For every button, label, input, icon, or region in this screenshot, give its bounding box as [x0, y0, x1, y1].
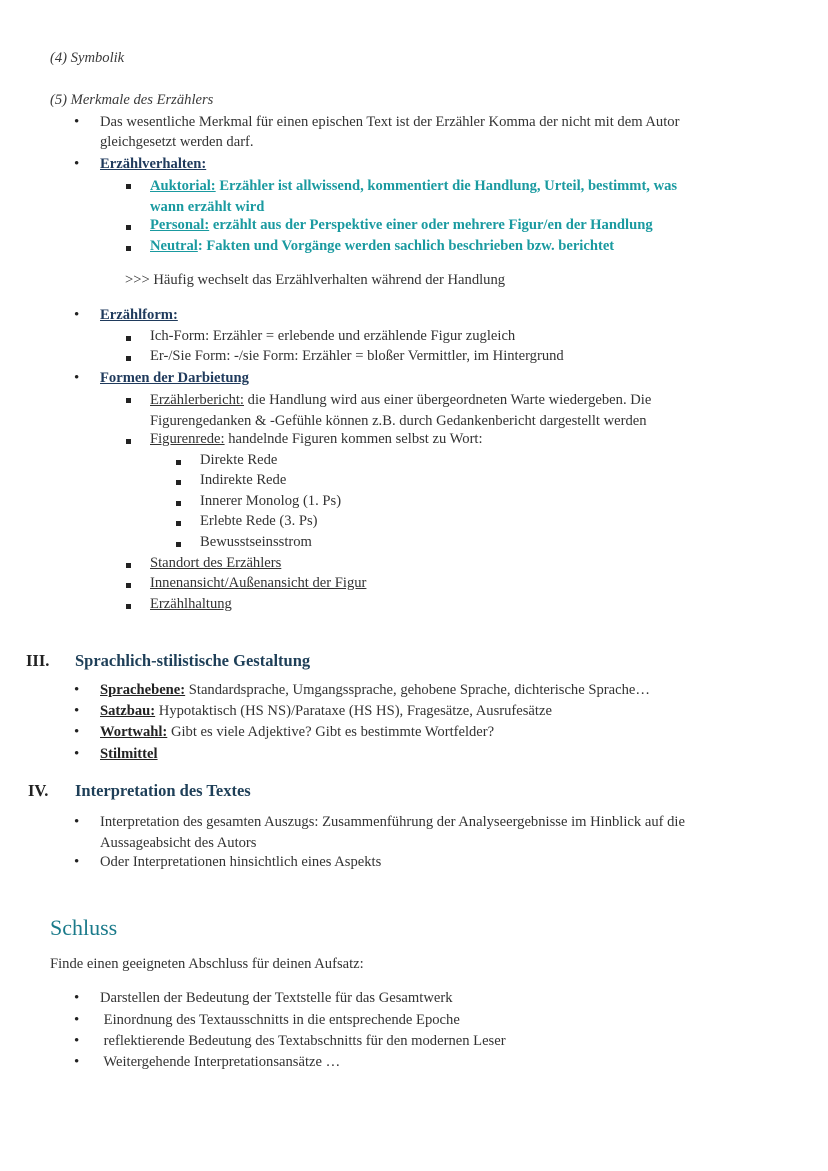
bullet-wortwahl — [100, 724, 494, 741]
bullet-satzbau — [100, 703, 552, 720]
section-3-title: Sprachlich-stilistische Gestaltung — [75, 651, 311, 670]
section-4-number: IV. — [28, 781, 49, 800]
section-4-title: Interpretation des Textes — [75, 781, 251, 800]
figurenrede-label: Figurenrede: — [150, 431, 225, 447]
bullet-stilmittel — [100, 746, 158, 763]
bullet-interp-1 — [100, 812, 685, 854]
item-merkmale-erzaehler: (5) Merkmale des Erzählers — [50, 92, 214, 108]
bullet-darbietung — [100, 370, 249, 387]
satzbau-label: Satzbau: — [100, 703, 156, 719]
rede-item: Indirekte Rede — [200, 472, 287, 488]
erzaehlerbericht-item — [150, 390, 651, 432]
rede-item: Erlebte Rede (3. Ps) — [200, 513, 318, 529]
standort-item: Standort des Erzählers — [150, 555, 282, 571]
er-form-item: Er-/Sie Form: -/sie Form: Erzähler = bloßer Vermittler, im Hintergrund — [150, 348, 564, 364]
neutral-item — [150, 238, 614, 255]
wortwahl-label: Wortwahl: — [100, 724, 168, 740]
sprachebene-text: Standardsprache, Umgangssprache, gehobene Sprache, dichterische Sprache… — [185, 682, 650, 698]
rede-item: Direkte Rede — [200, 452, 278, 468]
auktorial-text: Erzähler ist allwissend, kommentiert die Handlung, Urteil, bestimmt, was — [215, 178, 678, 194]
bullet-merkmal — [100, 114, 679, 153]
bullet-interp-2: • Oder Interpretationen hinsichtlich eines Aspekts — [100, 854, 381, 871]
auktorial-text-cont: wann erzählt wird — [150, 199, 265, 215]
bullet-sprachebene — [100, 682, 650, 699]
personal-item — [150, 217, 653, 234]
haeufig-note: >>> Häufig wechselt das Erzählverhalten während der Handlung — [125, 272, 506, 288]
erzaehlform-label: Erzählform: — [100, 307, 178, 323]
sprachebene-label: Sprachebene: — [100, 682, 186, 698]
neutral-label: Neutral — [150, 238, 198, 254]
interp1-cont: Aussageabsicht des Autors — [100, 835, 257, 851]
section-3-number: III. — [26, 651, 50, 670]
schluss-item: • Einordnung des Textausschnitts in die entsprechende Epoche — [100, 1012, 460, 1029]
wortwahl-text: Gibt es viele Adjektive? Gibt es bestimmte Wortfelder? — [167, 724, 495, 740]
personal-text: erzählt aus der Perspektive einer oder mehrere Figur/en der Handlung — [209, 217, 653, 233]
innenansicht-item: Innenansicht/Außenansicht der Figur — [150, 575, 367, 591]
schluss-title: Schluss — [50, 915, 118, 940]
auktorial-label: Auktorial: — [150, 178, 216, 194]
interp1-text: Interpretation des gesamten Auszugs: Zusammenführung der Analyseergebnisse im Hinblick auf die — [100, 814, 685, 830]
erzaehlerbericht-cont: Figurengedanken & -Gefühle können z.B. durch Gedankenbericht dargestellt werden — [150, 413, 647, 429]
erzaehlverhalten-label: Erzählverhalten: — [100, 156, 207, 172]
erzaehlhaltung-item: Erzählhaltung — [150, 596, 232, 612]
bullet-erzaehlverhalten — [100, 156, 206, 173]
merkmal-text-cont: gleichgesetzt werden darf. — [100, 134, 254, 150]
erzaehlerbericht-text: die Handlung wird aus einer übergeordneten Warte wiedergeben. Die — [244, 392, 652, 408]
darbietung-label: Formen der Darbietung — [100, 370, 249, 386]
figurenrede-item — [150, 431, 483, 448]
schluss-item: • reflektierende Bedeutung des Textabschnitts für den modernen Leser — [100, 1033, 506, 1050]
schluss-item: • Weitergehende Interpretationsansätze … — [100, 1054, 340, 1071]
neutral-text: : Fakten und Vorgänge werden sachlich beschrieben bzw. berichtet — [197, 238, 615, 254]
rede-item: Bewusstseinsstrom — [200, 534, 312, 550]
merkmal-text: Das wesentliche Merkmal für einen epischen Text ist der Erzähler Komma der nicht mit dem Autor — [100, 114, 680, 130]
auktorial-item — [150, 176, 790, 218]
stilmittel-label: Stilmittel — [100, 746, 158, 762]
item-symbolik: (4) Symbolik — [50, 50, 125, 66]
rede-item: Innerer Monolog (1. Ps) — [200, 493, 342, 509]
bullet-erzaehlform — [100, 307, 178, 324]
ich-form-item: Ich-Form: Erzähler = erlebende und erzählende Figur zugleich — [150, 328, 516, 344]
satzbau-text: Hypotaktisch (HS NS)/Parataxe (HS HS), Fragesätze, Ausrufesätze — [155, 703, 552, 719]
figurenrede-text: handelnde Figuren kommen selbst zu Wort: — [224, 431, 483, 447]
schluss-item: • Darstellen der Bedeutung der Textstelle für das Gesamtwerk — [100, 990, 453, 1007]
personal-label: Personal: — [150, 217, 210, 233]
erzaehlerbericht-label: Erzählerbericht: — [150, 392, 244, 408]
schluss-intro: Finde einen geeigneten Abschluss für deinen Aufsatz: — [50, 956, 364, 972]
